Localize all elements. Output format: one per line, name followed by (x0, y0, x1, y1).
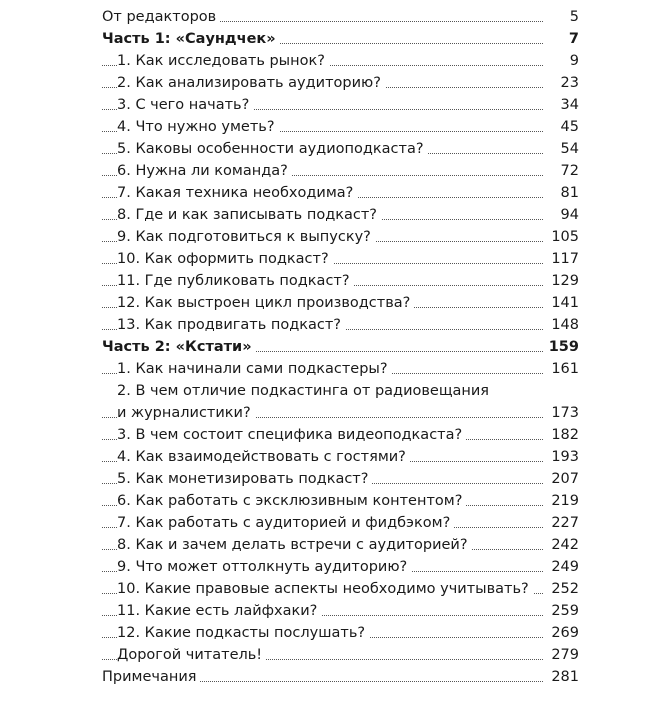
toc-entry-page: 259 (547, 600, 579, 622)
toc-entry-page: 5 (566, 6, 579, 28)
toc-entry-title: 4. Как взаимодействовать с гостями? (117, 446, 410, 468)
toc-entry (102, 248, 579, 270)
toc-entry (102, 270, 579, 292)
toc-entry-page: 269 (547, 622, 579, 644)
table-of-contents (102, 6, 579, 688)
toc-entry-page: 227 (547, 512, 579, 534)
toc-entry-title: 11. Какие есть лайфхаки? (117, 600, 321, 622)
toc-entry (102, 578, 579, 600)
toc-entry (102, 226, 579, 248)
toc-entry (102, 644, 579, 666)
toc-entry-title: 12. Как выстроен цикл производства? (117, 292, 414, 314)
toc-entry (102, 512, 579, 534)
toc-entry-title: 6. Как работать с эксклюзивным контентом? (117, 490, 466, 512)
toc-entry-title: 6. Нужна ли команда? (117, 160, 292, 182)
toc-entry-page: 219 (547, 490, 579, 512)
toc-entry-page: 81 (557, 182, 579, 204)
toc-entry-page: 249 (547, 556, 579, 578)
toc-entry (102, 314, 579, 336)
toc-entry-title: 5. Каковы особенности аудиоподкаста? (117, 138, 428, 160)
toc-entry-title: 11. Где публиковать подкаст? (117, 270, 354, 292)
toc-entry-page: 105 (547, 226, 579, 248)
toc-entry-title: 1. Как исследовать рынок? (117, 50, 329, 72)
toc-entry-title: 3. С чего начать? (117, 94, 253, 116)
toc-entry (102, 292, 579, 314)
toc-entry-title: 13. Как продвигать подкаст? (117, 314, 345, 336)
toc-entry (102, 138, 579, 160)
toc-entry-title: Часть 2: «Кстати» (102, 336, 256, 358)
toc-entry-title: 9. Что может оттолкнуть аудиторию? (117, 556, 411, 578)
toc-entry-title: 2. В чем отличие подкастинга от радиовещания (117, 380, 493, 402)
toc-entry-page: 34 (557, 94, 579, 116)
toc-entry-page: 129 (547, 270, 579, 292)
toc-entry-title: 4. Что нужно уметь? (117, 116, 279, 138)
toc-entry-page: 117 (547, 248, 579, 270)
toc-entry (102, 666, 579, 688)
toc-entry-page: 54 (557, 138, 579, 160)
toc-entry (102, 204, 579, 226)
toc-entry-page: 242 (547, 534, 579, 556)
toc-entry-title: 9. Как подготовиться к выпуску? (117, 226, 375, 248)
toc-entry (102, 490, 579, 512)
toc-entry (102, 28, 579, 50)
toc-entry (102, 50, 579, 72)
toc-entry (102, 424, 579, 446)
toc-entry-title: Дорогой читатель! (117, 644, 266, 666)
toc-entry-title: 10. Какие правовые аспекты необходимо учитывать? (117, 578, 533, 600)
toc-entry (102, 534, 579, 556)
toc-entry-page: 94 (557, 204, 579, 226)
toc-entry-page: 182 (547, 424, 579, 446)
toc-entry (102, 160, 579, 182)
toc-entry-title: 7. Какая техника необходима? (117, 182, 357, 204)
toc-entry (102, 402, 579, 424)
toc-entry-page: 173 (547, 402, 579, 424)
toc-entry-page: 279 (547, 644, 579, 666)
toc-entry (102, 94, 579, 116)
toc-entry-page: 9 (566, 50, 579, 72)
toc-entry-page: 7 (565, 28, 579, 50)
toc-entry-page: 23 (557, 72, 579, 94)
toc-entry-page: 159 (545, 336, 579, 358)
toc-entry-page: 193 (547, 446, 579, 468)
toc-entry (102, 556, 579, 578)
toc-entry-title: 3. В чем состоит специфика видеоподкаста? (117, 424, 466, 446)
toc-entry (102, 446, 579, 468)
toc-entry (102, 468, 579, 490)
toc-entry (102, 182, 579, 204)
toc-entry (102, 600, 579, 622)
toc-entry (102, 336, 579, 358)
toc-entry-title: 7. Как работать с аудиторией и фидбэком? (117, 512, 454, 534)
toc-entry (102, 380, 579, 402)
toc-entry-title: 10. Как оформить подкаст? (117, 248, 333, 270)
toc-entry-page: 207 (547, 468, 579, 490)
toc-entry-page: 252 (547, 578, 579, 600)
toc-entry (102, 622, 579, 644)
toc-entry-title: 8. Как и зачем делать встречи с аудиторией? (117, 534, 472, 556)
toc-entry-title: и журналистики? (117, 402, 255, 424)
toc-entry-page: 161 (547, 358, 579, 380)
toc-entry (102, 116, 579, 138)
toc-entry-page: 281 (547, 666, 579, 688)
toc-entry-title: 5. Как монетизировать подкаст? (117, 468, 372, 490)
toc-entry-title: Примечания (102, 666, 200, 688)
toc-entry-title: 8. Где и как записывать подкаст? (117, 204, 381, 226)
toc-entry-title: 12. Какие подкасты послушать? (117, 622, 369, 644)
toc-entry-title: Часть 1: «Саундчек» (102, 28, 280, 50)
toc-entry (102, 72, 579, 94)
toc-entry-page: 141 (547, 292, 579, 314)
toc-entry-page: 148 (547, 314, 579, 336)
toc-entry-page: 45 (557, 116, 579, 138)
toc-entry-title: От редакторов (102, 6, 220, 28)
toc-entry (102, 6, 579, 28)
toc-entry (102, 358, 579, 380)
toc-entry-title: 2. Как анализировать аудиторию? (117, 72, 385, 94)
toc-entry-page: 72 (557, 160, 579, 182)
toc-entry-title: 1. Как начинали сами подкастеры? (117, 358, 392, 380)
